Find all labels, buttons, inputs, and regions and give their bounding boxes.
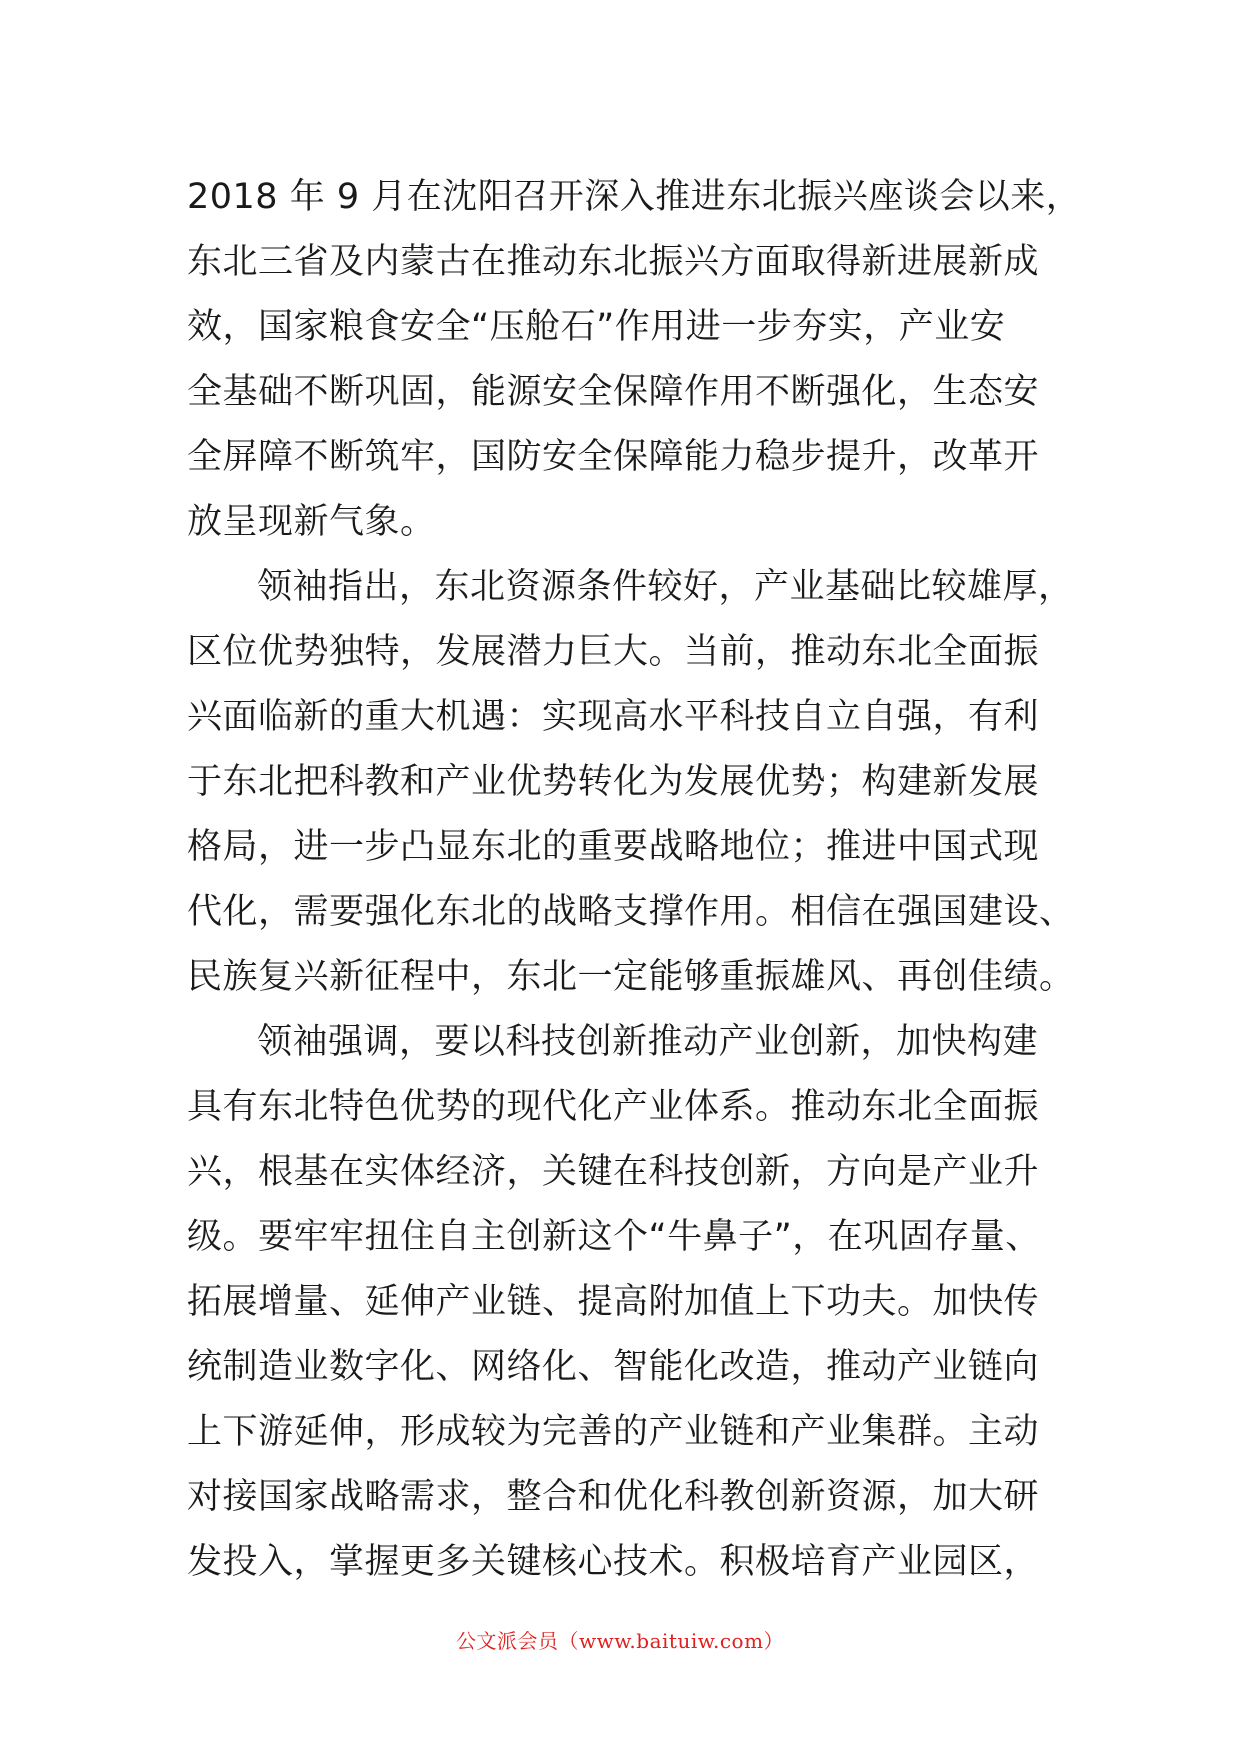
text-line: 放呈现新气象。	[187, 502, 436, 542]
text-line: 格局，进一步凸显东北的重要战略地位；推进中国式现	[187, 827, 1040, 867]
text-line: 全基础不断巩固，能源安全保障作用不断强化，生态安	[187, 372, 1040, 412]
footer-watermark: 公文派会员（www.baituiw.com）	[455, 1629, 785, 1653]
text-line: 发投入，掌握更多关键核心技术。积极培育产业园区，	[187, 1542, 1040, 1582]
text-line: 民族复兴新征程中，东北一定能够重振雄风、再创佳绩。	[187, 957, 1075, 997]
text-line: 区位优势独特，发展潜力巨大。当前，推动东北全面振	[187, 632, 1040, 672]
text-line: 拓展增量、延伸产业链、提高附加值上下功夫。加快传	[187, 1282, 1040, 1322]
text-line: 代化，需要强化东北的战略支撑作用。相信在强国建设、	[187, 892, 1075, 932]
text-line: 统制造业数字化、网络化、智能化改造，推动产业链向	[187, 1347, 1040, 1387]
text-line: 上下游延伸，形成较为完善的产业链和产业集群。主动	[187, 1412, 1040, 1452]
text-line: 级。要牢牢扭住自主创新这个“牛鼻子”，在巩固存量、	[187, 1217, 1041, 1257]
paragraph	[187, 165, 1087, 555]
text-line: 东北三省及内蒙古在推动东北振兴方面取得新进展新成	[187, 242, 1040, 282]
text-line: 领袖指出，东北资源条件较好，产业基础比较雄厚，	[257, 567, 1074, 607]
text-line: 具有东北特色优势的现代化产业体系。推动东北全面振	[187, 1087, 1040, 1127]
text-line: 领袖强调，要以科技创新推动产业创新，加快构建	[257, 1022, 1039, 1062]
text-line: 兴面临新的重大机遇：实现高水平科技自立自强，有利	[187, 697, 1040, 737]
text-line: 对接国家战略需求，整合和优化科教创新资源，加大研	[187, 1477, 1040, 1517]
paragraph	[187, 555, 1087, 1010]
text-line: 效，国家粮食安全“压舱石”作用进一步夯实，产业安	[187, 307, 1006, 347]
paragraph	[187, 1010, 1087, 1595]
document-body	[187, 165, 1087, 1595]
text-line: 于东北把科教和产业优势转化为发展优势；构建新发展	[187, 762, 1040, 802]
text-line: 兴，根基在实体经济，关键在科技创新，方向是产业升	[187, 1152, 1040, 1192]
text-line: 全屏障不断筑牢，国防安全保障能力稳步提升，改革开	[187, 437, 1040, 477]
text-line: 2018 年 9 月在沈阳召开深入推进东北振兴座谈会以来，	[187, 177, 1082, 217]
